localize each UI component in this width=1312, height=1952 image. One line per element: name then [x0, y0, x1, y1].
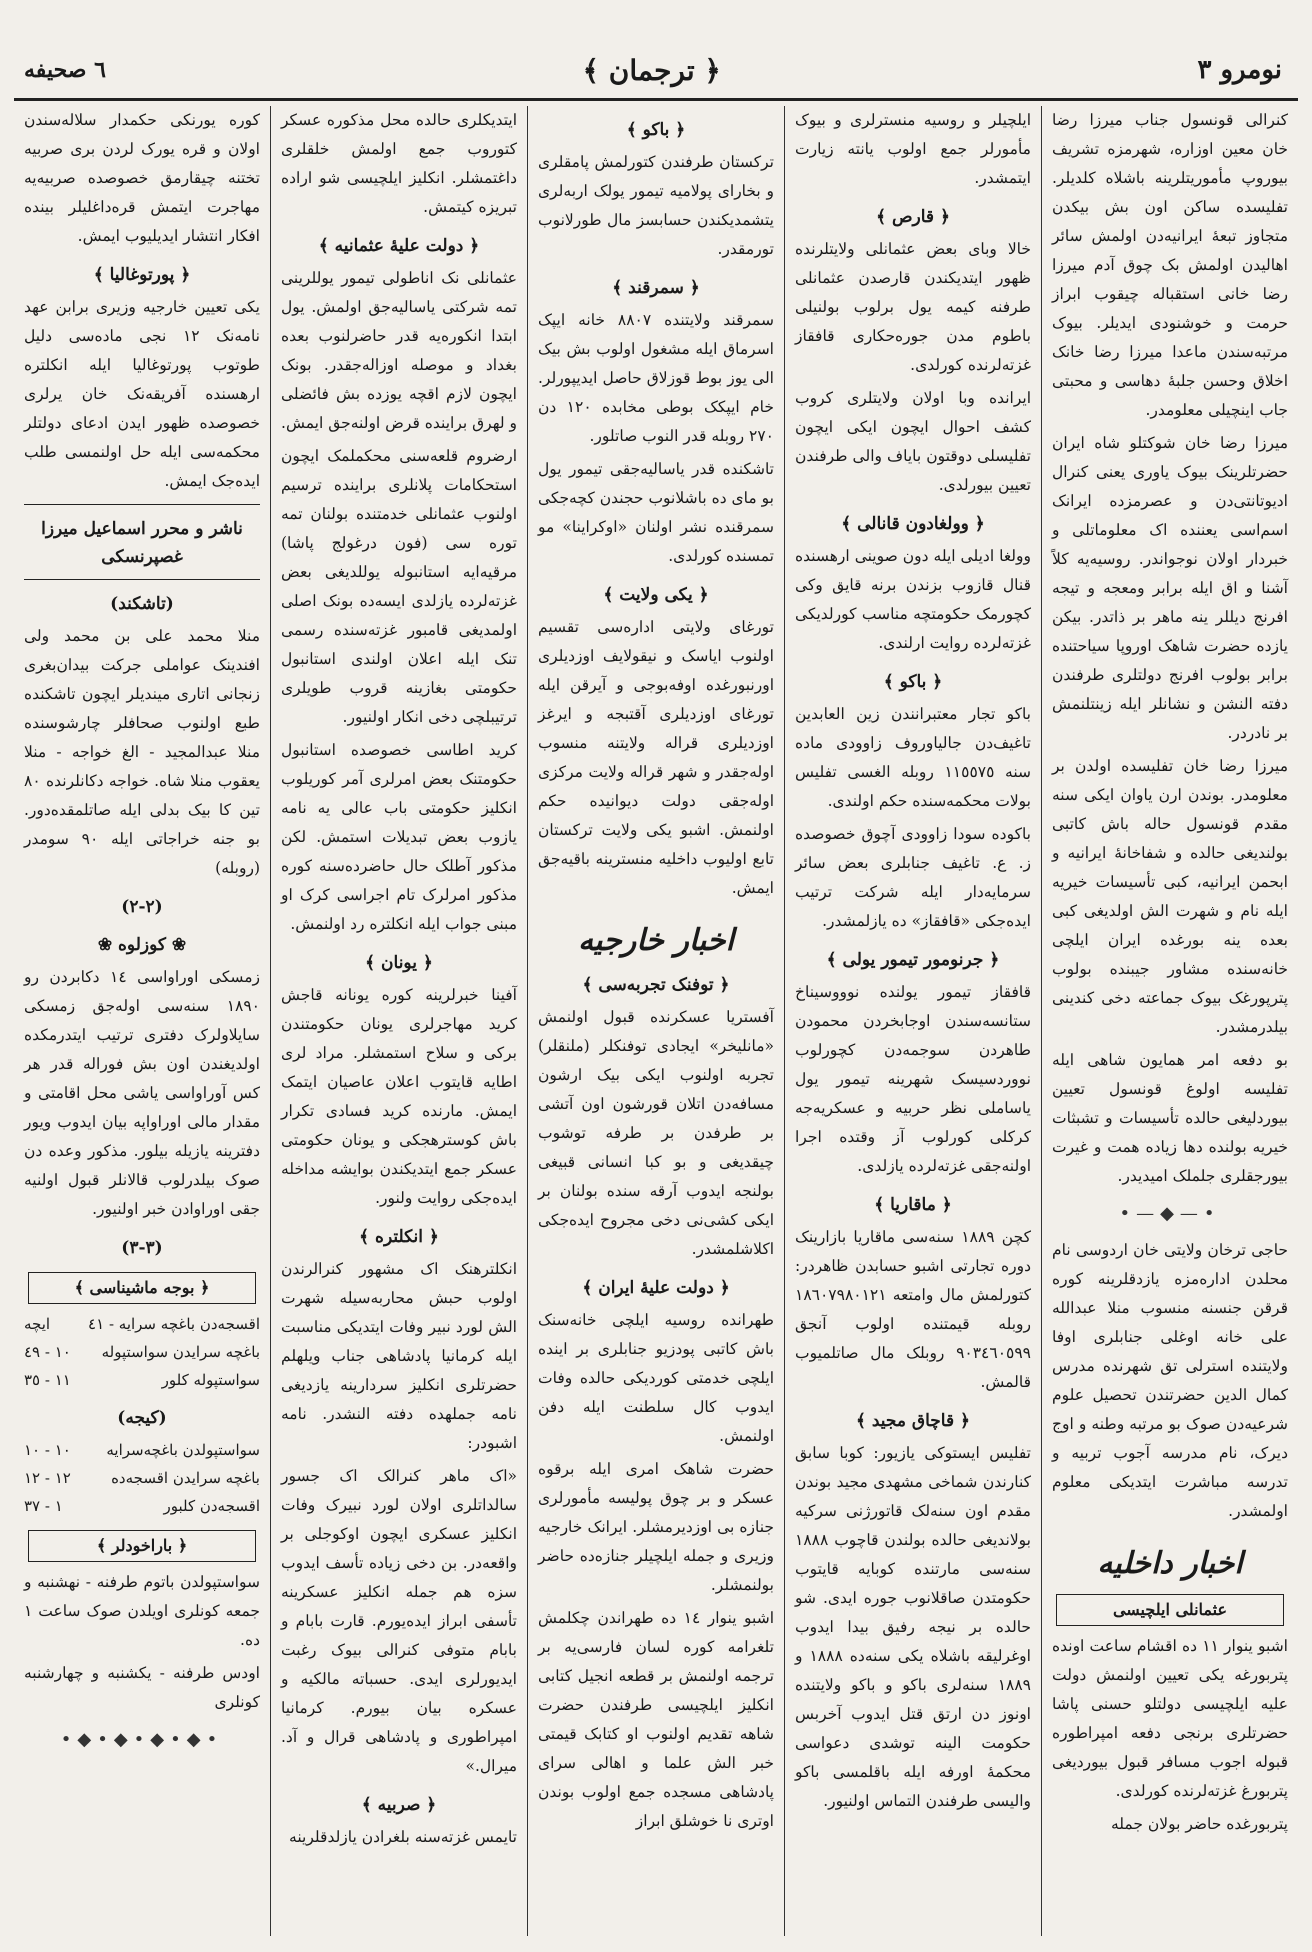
timetable-route: اقسجه‌دن باغچه سرایه - ٤١ [88, 1315, 260, 1333]
major-heading: اخبار داخلیه [1097, 1546, 1243, 1581]
article-paragraph: پتربورغده حاضر بولان جمله [1110, 1815, 1288, 1833]
timetable-time: ١٢ - ١٢ [24, 1469, 71, 1487]
section-heading: ﴿ یکی ولایت ﴾ [603, 585, 709, 605]
timetable-route: باغچه سرایدن اقسجه‌ده [111, 1469, 260, 1487]
article-paragraph: تایمس غزته‌سنه بلغرادن یازلدقلرینه [289, 1828, 517, 1846]
section-heading: ﴿ سمرقند ﴾ [612, 278, 700, 298]
timetable-row [24, 1436, 260, 1464]
column-2 [784, 106, 1041, 1936]
newspaper-title: ﴿ ترجمان ﴾ [582, 53, 721, 87]
article-paragraph: یکی تعیین خارجیه وزیری برابن عهد نامه‌نک ١٢ نجی ماده‌سی دلیل طوتوب پورتوغالیا ایله انکلتره ارهسنده آفریقه‌نک خان یرلری خصوصده ظهور ایدن ادعای دولتلر محکمه‌سی ایله حل اولنمسی طلب ایده‌جک ایمش. [24, 298, 260, 490]
timetable-row [24, 1366, 260, 1394]
article-paragraph: تاشکنده قدر یاسالیه‌جقی تیمور یول بو مای ده باشلانوب حجندن کچه‌جکی سمرقنده نشر اولنان «اوکراینا» مو تمسنده کورلدی. [538, 460, 774, 565]
section-heading: ﴿ یونان ﴾ [365, 953, 433, 973]
section-heading: ﴿ وولغادون قانالی ﴾ [841, 514, 985, 534]
article-paragraph: اشبو ینوار ١١ ده اقشام ساعت اونده پتربورغه یکی تعیین اولنمش دولت علیه ایلچیسی دولتلو حسنی پاشا حضرتلری برنجی دفعه امپراطوره قبوله اجوب مسافر قبول بیوردیغی پتربورغ غزته‌لرنده کورلدی. [1052, 1637, 1288, 1800]
article-paragraph: کوره یورنکی حکمدار سلاله‌سندن اولان و قره یورک لردن بری صربیه تختنه چیقارمق خصوصده صربیه‌یه مهاجرت ایتمش قره‌داغلیلر بینده افکار انتشار ایدیلیوب ایمش. [24, 111, 260, 245]
article-paragraph: خالا وبای بعض عثمانلی ولایتلرنده ظهور ایتدیکندن قارصدن عثمانلی طرفنه کیمه یول برلوب بولنیلی باطوم مدن جوره‌حکاری قافقاز غزته‌لرنده کورلدی. [795, 240, 1031, 374]
article-paragraph: اشبو ینوار ١٤ ده طهراندن چکلمش تلغرامه کوره لسان فارسی‌یه بر ترجمه اولنمش بر قطعه انجیل کتابی انکلیز ایلچیسی طرفندن حضرت شاهه تقدیم اولنوب او کتابک قیمتی خبر الش علما و اهالی سرای پادشاهی مسجده جمع اولوب بوندن اوتری نا خوشلق ابراز [538, 1609, 774, 1830]
section-heading: ﴿ توفنک تجربه‌سی ﴾ [582, 975, 730, 995]
section-heading: ﴿ باکو ﴾ [883, 672, 943, 692]
article-paragraph: «اک ماهر کنرالک اک جسور سالداتلری اولان لورد نبیرک وفات انکلیز عسکری ایچون اوکوجلی بر واقعه‌در. بن دخی زیاده تأسف ایدوب سزه هم جمله انکلیز عسکرینه تأسفی ابراز ایده‌یورم. قارت بابام و بابام متوفی کنرالی بیوک رغبت ایدیورلری ایدی. حسباته مالکیه و عسکره بیان بیورم. کرمانیا امپراطوری و پادشاهی قرال و آد. میرال.» [281, 1467, 517, 1775]
major-heading: اخبار خارجیه [578, 923, 734, 958]
section-heading: ﴿ دولت علیهٔ عثمانیه ﴾ [318, 236, 480, 256]
article-paragraph: وولغا ادیلی ایله دون صوینی ارهسنده قنال قازوب بزندن برنه قایق وکی کچورمک حکومتچه مناسب کورلدیکی غزته‌لرده روایت ارلندی. [795, 547, 1031, 652]
column-1 [1041, 106, 1298, 1936]
article-paragraph: باکو تجار معتبرانندن زین العابدین تاغیف‌دن جالیاوروف زاوودی ماده سنه ١١٥٥٧٥ روبله الغسی تفلیس بولات محکمه‌سنده حکم اولندی. [795, 705, 1032, 810]
timetable-row [24, 1338, 260, 1366]
article-paragraph: آفستریا عسکرنده قبول اولنمش «مانلیخر» ایجادی توفنکلر (ملنقلر) تجربه اولنوب ایکی بیک ارشون مسافه‌دن اتلان قورشون اون آتشی بر طرفدن بر طرفه توشوب چیقدیغی و بو کبا انسانی قبیغی بولنجه ایدوب آرقه سنده بولنان بر ایکی کشی‌نی دخی مجروح ایده‌جکی اکلاشلمشدر. [538, 1008, 774, 1258]
column-5 [14, 106, 270, 1936]
divider [24, 579, 260, 580]
masthead-rule [14, 98, 1298, 101]
section-heading: (کیجه) [117, 1408, 167, 1428]
article-paragraph: کرید اطاسی خصوصده استانبول حکومتنک بعض امرلری آمر کوریلوب انکلیز حکومتی باب عالی یه نامه یازوب بعض تبدیلات استمش. لکن مذکور آطلک حال حاضرده‌سنه کوره مذکور امرلرک تام اجراسی کرک او مبنی جواب ایله انکلتره رد اولنمش. [281, 741, 517, 933]
page-number: ٦ صحيفه [24, 57, 106, 83]
article-paragraph: ایرانده وبا اولان ولایتلری کروب کشف احوال ایچون ایکی ایچون تفلیسلی دوقتون بایاف والی طرفندن تعیین بیورلدی. [795, 389, 1031, 494]
section-heading: ﴿ صربیه ﴾ [361, 1795, 437, 1815]
section-heading: ❀ کوزلوه ❀ [97, 935, 187, 955]
article-paragraph: اودس طرفنه - یکشنبه و چهارشنبه کونلری [24, 1664, 260, 1711]
article-paragraph: حاجی ترخان ولایتی خان اردوسی نام محلدن اداره‌مزه یازدقلرینه کوره قرقن جنسنه منسوب منلا عبدالله علی خانه اوغلی جنابلری اوفا ولایتنده استرلی تق شهرنده مدرس کمال الدین حضرتندن تحصیل علوم شرعیه‌دن صوک بو مرتبه وطنه و اوج دیرک، نام مدرسه آجوب تربیه و تدرسه مباشرت ایتدیکی معلوم اولمشدر. [1052, 1241, 1288, 1520]
masthead [14, 40, 1298, 100]
article-paragraph: تورغای ولایتی اداره‌سی تقسیم اولنوب ایاسک و نیقولایف اوزدیلری اورنبورغده اوفه‌بوجی و آیرقن ایله تورغای اوزدیلری آقتبجه و ایرغز اوزدیلری قراله ولایتنه منسوب اوله‌جقدر و شهر قراله ولایت مرکزی اوله‌جقی دولت دیوانیده حکم اولنمش. اشبو یکی ولایت ترکستان تابع اولیوب داخلیه منسترینه باقیه‌جق ایمش. [538, 618, 774, 897]
timetable-row [24, 1310, 260, 1338]
issue-number: نومرو ٣ [1197, 55, 1282, 85]
divider [24, 504, 260, 505]
timetable-route: باغچه سرایدن سواستپوله [101, 1343, 260, 1361]
boxed-heading: عثمانلی ایلچیسی [1056, 1594, 1284, 1626]
section-heading: ناشر و محرر اسماعیل میرزا غصپرنسکی [41, 519, 243, 567]
article-paragraph: منلا محمد علی بن محمد ولی افندینک عواملی جرکت بیدان‌بغری زنجانی اتاری میندیلر ایچون تاشکنده طبع اولنوب صحافلر چارشوسنده منلا عبدالمجید - الغ خواجه - منلا یعقوب منلا شاه. خواجه دکانلرنده ٨٠ تین کا بیک بدلی ایله صاتلمقده‌دور. بو جنه خراجاتی ایله ٩٠ سومدر (روبله) [24, 627, 260, 877]
columns [14, 106, 1298, 1936]
timetable-time: ١٠ - ١٠ [24, 1441, 71, 1459]
article-paragraph: قافقاز تیمور یولنده نووو‌سیناخ ستانسه‌سندن اوجابخردن محمودن طاهردن سوجمه‌دن کچورلوب نوورد‌سیسک شهرینه تیمور یول یاساملی نظر حربیه و عسکریه‌جه کرکلی کورلوب آز وقتده اجرا اولنه‌جقی غزته‌لرده یازلدی. [795, 983, 1031, 1175]
timetable-row [24, 1464, 260, 1492]
article-paragraph: سمرقند ولایتنده ٨٨٠٧ خانه ایپک اسرماق ایله مشغول اولوب بش بیک الی یوز بوط قوزلاق حاصل ایدیپورلر. خام ایپکک بوطی مخابده ١٢٠ دن ٢٧٠ روبله قدر النوب صاتلور. [538, 311, 774, 445]
article-paragraph: ترکستان طرفندن کتورلمش پامقلری و بخارای پولامیه تیمور یولک اربه‌لری یتشمدیکندن حسابسز مال طورلانوب تورمقدر. [538, 153, 774, 258]
timetable-time: ١١ - ٣٥ [24, 1371, 71, 1389]
section-heading: ﴿ پورتوغالیا ﴾ [93, 265, 191, 285]
timetable-time: ١ - ٣٧ [24, 1497, 63, 1515]
article-paragraph: سواستپولدن باتوم طرفنه - نهشنبه و جمعه کونلری اویلدن صوک ساعت ١ ده. [24, 1573, 260, 1649]
article-paragraph: میرزا رضا خان تفلیسده اولدن بر معلومدر. بوندن ارن یاوان ایکی سنه مقدم قونسول حاله باش کاتبی بولندیغی حالده و شفاخانهٔ ایرانیه و ابحمن ایرانیه، کبی تأسیسات خیریه ایله نام و شهرت الش اولدیغی کبی بعده ینه بورغده ایران ایلچی خانه‌سنده مشاور جیبنده بولوب پترپورغک بیوک جماعته دخی کندینی بیلدرمشدر. [1052, 757, 1288, 1036]
article-paragraph: تفلیس ایستوکی یازیور: کوبا سابق کنارندن شماخی مشهدی مجید بوندن مقدم اون سنه‌لک قاتورژنی سرکیه بولاندیغی حالده بولندن قاچوب ١٨٨٨ سنه‌سی مارتنده کوبایه قایتوب حکومتدن صاقلانوب جوره ایدی. شو حالده بر نیجه رفیق بیدا ایدوب اوغرلیقه باشلاه یکی سنه‌ده ١٨٨٨ و ١٨٨٩ سنه‌لری باکو و باکو ولایتنده اونوز دن ارتق قتل ایدوب آخربس حکومت الینه توشدی دعواسی محکمهٔ اورفه ایله باقلمسی باکو والیسی طرفندن التماس اولنیور. [795, 1444, 1031, 1810]
section-heading: (تاشکند) [110, 594, 174, 614]
column-3 [527, 106, 784, 1936]
timetable-route: اقسجه‌دن کلبور [163, 1497, 260, 1515]
article-paragraph: کنرالی قونسول جناب میرزا رضا خان معین اوزاره، شهرمزه تشریف بیوروپ مأموریتلرینه باشلاه کلدیلر. تفلیسده ساکن اون بش بیکدن متجاوز تبعهٔ ایرانیه‌دن اولمش سائر اهالیدن اولمش بک چوق آدم میرزا رضا خانی استقباله چیقوب ابراز حرمت و خوشنودی ایدیلر. بیوک مرتبه‌سندن ماعدا میرزا رضا خانک اخلاق وحسن جلبهٔ دهاسی و محبتی جاب اینچیلی معلومدر. [1052, 111, 1288, 419]
ornament-separator: •—◆—• [1119, 1203, 1221, 1224]
article-paragraph: ارضروم قلعه‌سنی محکملمک ایچون استحکامات پلانلری براینده ترسیم اولنوب عثمانلی خدمتنده بولنان تمه توره سی (فون درغولج پاشا) مرقیه‌ایه استانبوله یوللدیغی بعض غزته‌لرده یازلدی ایسه‌ده بونک اصلی اولمدیغی قامبور غزته‌سنده رسمی تنک ایله اعلان اولندی استانبول حکومتی بغازینه قروب طویلری ترتیبلچی دخی انکار اولنیور. [281, 447, 517, 726]
section-heading: ﴿ انکلتره ﴾ [359, 1227, 439, 1247]
section-heading: ﴿ باکو ﴾ [626, 120, 686, 140]
article-paragraph: آفینا خبرلرینه کوره یونانه قاجش کرید مهاجرلری یونان حکومتندن برکی و سلاح استمشلر. مراد لری اطایه قایتوب اعلان عاصیان ایتمک ایمش. مارنده کرید فسادی تکرار باش کوسترهجکی و یونان حکومتی عسکر جمع ایتدیکندن بوایشه مداخله ایده‌جکی روایت ولنور. [281, 986, 517, 1207]
article-paragraph: طهرانده روسیه ایلچی خانه‌سنک باش کاتبی پودزیو جنابلری بر اینده ایلچی خدمتی کوردیکی حالده وفات ایدوب کال سلطنت ایله دفن اولنمش. [538, 1311, 774, 1445]
article-paragraph: باکوده سودا زاوودی آچوق خصوصده ز. ع. تاغیف جنابلری بعض سائر سرمایه‌دار ایله شرکت ترتیب ایده‌جکی «قافقاز» ده یازلمشدر. [795, 825, 1031, 930]
timetable-time: ١٠ - ٤٩ [24, 1343, 71, 1361]
article-paragraph: حضرت شاهک امری ایله برقوه عسکر و بر چوق پولیسه مأمورلری جنازه بی اوزدیرمشلر. ایرانک خارجیه وزیری و جمله ایلچیلر جنازه‌ده حاضر بولنمشلر. [538, 1460, 774, 1594]
article-paragraph: زمسکی اوراواسی ١٤ دکابردن رو ١٨٩٠ سنه‌سی اوله‌جق زمسکی سایلاولرک دفتری ترتیب ایتدرمکده اولدیغندن اون بش فوراله قدر هر کس آوراواسی یاشی محل اقامتی و مقدار مالی اوراواپه بیان ایدوب ویور دفترینه یازیله بیلور. مذکور وعده دن صوک بیلدرلوب قالانلر قبول اولنیه جقی اوراوادن خبر اولنیور. [24, 968, 260, 1218]
timetable-row [24, 1492, 260, 1520]
article-paragraph: انکلترهنک اک مشهور کنرالرندن اولوب حبش محاربه‌سیله شهرت الش لورد نبیر وفات ایتدیکی مناسبت ایله کرمانیا پادشاهی جناب ویلهلم حضرتلری انکلیز سردارینه یازدیغی نامه جملهده دفته النشدر. نامه اشبودر: [281, 1260, 517, 1452]
article-paragraph: بو دفعه امر همایون شاهی ایله تفلیسه اولوغ قونسول تعیین بیوردلیغی حالده تأسیسات و تشبثات خیریه بولنده دها زیاده همت و غیرت بیورجقلری جلملک امیدیدر. [1052, 1051, 1288, 1185]
boxed-heading: ﴿ بوجه ماشیناسی ﴾ [28, 1272, 256, 1304]
issue-reference: (٣-٣) [121, 1238, 163, 1258]
article-paragraph: میرزا رضا خان شوکتلو شاه ایران حضرتلرینک بیوک یاوری یعنی کنرال ادیوتانتی‌دن و عصرمزده ایرانک اسم‌اسی یعننده اک معلوماتلی و خبردار اولان نوجواندر. روسیه‌یه کلاً آشنا و اق ایله برابر ومعجه و تیجه افرنج دیللر ینه ماهر بر ذاتدر. بیکن یازده حضرت شاهک اوروپا سیاحتنده برابر بولوب افرنج دولتلری طرفندن دفته النشن و نشانلر ایله زینتلنمش بر نادردر. [1052, 434, 1288, 742]
article-paragraph: ایلچیلر و روسیه منسترلری و بیوک مأمورلر جمع اولوب یانته زیارت ایتمشدر. [795, 111, 1031, 187]
section-heading: ﴿ دولت علیهٔ ایران ﴾ [582, 1278, 730, 1298]
boxed-heading: ﴿ باراخودلر ﴾ [28, 1530, 256, 1562]
section-heading: ﴿ جرنومور تیمور یولی ﴾ [826, 950, 1000, 970]
section-heading: ﴿ قاچاق مجید ﴾ [856, 1411, 970, 1431]
timetable-route: سواستپولدن باغچه‌سرایه [106, 1441, 260, 1459]
issue-reference: (٢-٢) [121, 897, 163, 917]
timetable-route: سواستپوله کلور [161, 1371, 260, 1389]
article-paragraph: ایتدیکلری حالده محل مذکوره عسکر کتوروب جمع اولمش خلقلری داغتمشلر. انکلیز ایلچیسی شو اراده تبریزه کیتمش. [281, 111, 517, 216]
timetable-time: ایچه [24, 1315, 51, 1333]
column-4 [270, 106, 527, 1936]
article-paragraph: کچن ١٨٨٩ سنه‌سی ماقاریا بازارینک دوره تجارتی اشبو حسابدن ظاهردر: کتورلمش مال وامتعه ١٨٦٠٧٩٨٠١٢١ روبله قیمتنده اولوب آنجق ٩٠٣٤٦٠٥٩٩ روبلک مال صاتلمیوب قالمش. [795, 1228, 1031, 1391]
ornament-separator: •◆•◆•◆•◆• [60, 1729, 224, 1750]
section-heading: ﴿ ماقاریا ﴾ [874, 1195, 952, 1215]
section-heading: ﴿ قارص ﴾ [876, 207, 950, 227]
article-paragraph: عثمانلی نک اناطولی تیمور یوللرینی تمه شرکتی یاسالیه‌جق اولمش. یول ابتدا انکوره‌یه قدر حاضرلنوب بعده بغداد و موصله اوزاله‌جقدر. بونک ایچون لازم اقچه یوزده بش فائضلی و لهرق براینده قرض اولنه‌جق ایمش. [281, 269, 517, 432]
